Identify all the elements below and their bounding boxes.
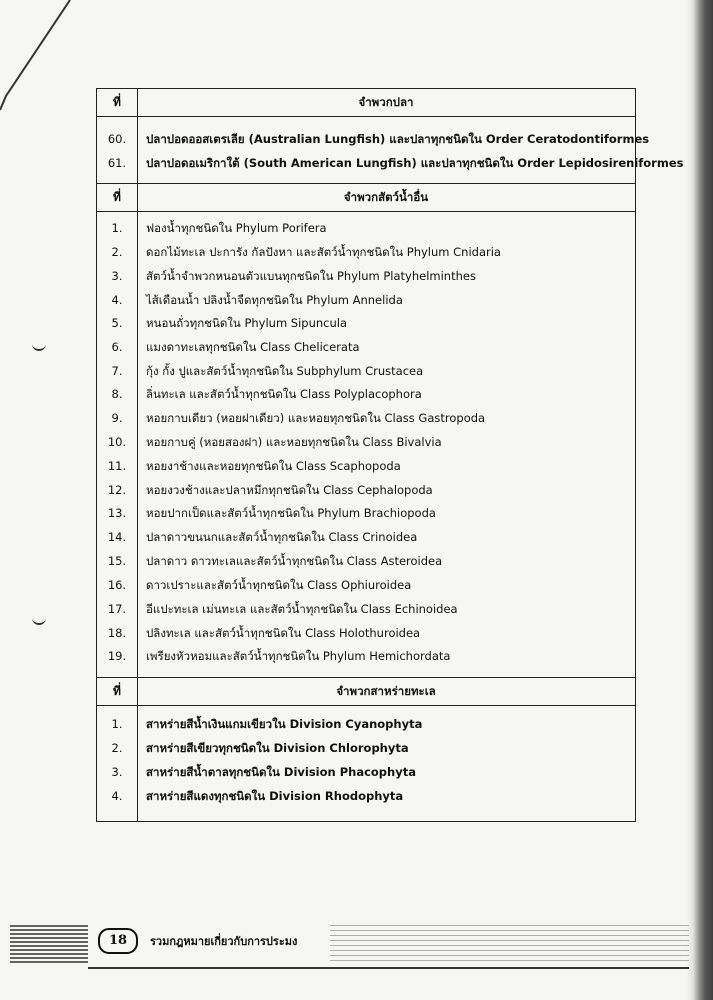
scan-corner-mark [0, 0, 90, 110]
table-row [97, 645, 635, 669]
row-number: 11. [107, 459, 127, 473]
footer-rule [88, 967, 689, 969]
table-row [97, 128, 650, 152]
footer-caption: รวมกฎหมายเกี่ยวกับการประมง [150, 935, 298, 948]
table-row [97, 526, 635, 550]
section-header-other-aquatic [97, 183, 635, 212]
table-row [97, 312, 635, 336]
row-text: สาหร่ายสีน้ำเงินแกมเขียวใน Division Cyanophyta [146, 717, 423, 731]
page-footer [0, 905, 713, 1000]
table-row [97, 598, 635, 622]
row-text: สาหร่ายสีแดงทุกชนิดใน Division Rhodophyta [146, 789, 404, 803]
row-text: สาหร่ายสีน้ำตาลทุกชนิดใน Division Phacophyta [146, 765, 416, 779]
row-text: หอยกาบเดียว (หอยฝาเดียว) และหอยทุกชนิดใน Class Gastropoda [146, 411, 486, 425]
row-text: ฟองน้ำทุกชนิดใน Phylum Porifera [146, 221, 327, 235]
row-number: 6. [111, 340, 123, 354]
row-text: เพรียงหัวหอมและสัตว์น้ำทุกชนิดใน Phylum Hemichordata [146, 649, 451, 663]
row-number: 14. [107, 530, 127, 544]
table-row [97, 289, 635, 313]
table-row [97, 241, 635, 265]
table-row [97, 785, 635, 809]
table-row [97, 217, 635, 241]
row-number: 9. [111, 411, 123, 425]
row-number: 5. [111, 316, 123, 330]
row-text: สัตว์น้ำจำพวกหนอนตัวแบนทุกชนิดใน Phylum Platyhelminthes [146, 269, 476, 283]
scan-noise-left [10, 925, 88, 965]
table-row [97, 265, 635, 289]
section-title: จำพวกปลา [358, 95, 414, 109]
page-number: 18 [98, 928, 138, 954]
table-row [97, 152, 684, 176]
header-no-label: ที่ [113, 684, 121, 698]
species-table [96, 88, 684, 822]
table-row [97, 479, 635, 503]
row-text: ดอกไม้ทะเล ปะการัง กัลปังหา และสัตว์น้ำทุกชนิดใน Phylum Cnidaria [146, 245, 501, 259]
row-text: ปลาดาว ดาวทะเลและสัตว์น้ำทุกชนิดใน Class Asteroidea [146, 554, 443, 568]
table-row [97, 336, 635, 360]
row-number: 15. [107, 554, 127, 568]
section-header-seaweed [97, 677, 635, 706]
section-title: จำพวกสาหร่ายทะเล [336, 684, 436, 698]
section-title: จำพวกสัตว์น้ำอื่น [343, 190, 429, 204]
row-text: หอยกาบคู่ (หอยสองฝา) และหอยทุกชนิดใน Class Bivalvia [146, 435, 442, 449]
row-text: ดาวเปราะและสัตว์น้ำทุกชนิดใน Class Ophiuroidea [146, 578, 412, 592]
row-text: ลิ่นทะเล และสัตว์น้ำทุกชนิดใน Class Polyplacophora [146, 387, 422, 401]
row-text: ไส้เดือนน้ำ ปลิงน้ำจืดทุกชนิดใน Phylum Annelida [146, 293, 403, 307]
row-number: 61. [107, 156, 127, 170]
row-text: หอยงวงช้างและปลาหมึกทุกชนิดใน Class Cephalopoda [146, 483, 433, 497]
row-text: แมงดาทะเลทุกชนิดใน Class Chelicerata [146, 340, 360, 354]
row-text: ปลิงทะเล และสัตว์น้ำทุกชนิดใน Class Holothuroidea [146, 626, 421, 640]
row-number: 16. [107, 578, 127, 592]
row-number: 2. [111, 245, 123, 259]
table-row [97, 502, 635, 526]
row-number: 18. [107, 626, 127, 640]
table-row [97, 622, 635, 646]
row-text: กุ้ง กั้ง ปูและสัตว์น้ำทุกชนิดใน Subphylum Crustacea [146, 364, 424, 378]
row-number: 3. [111, 269, 123, 283]
row-number: 7. [111, 364, 123, 378]
row-text: ปลาปอดออสเตรเลีย (Australian Lungfish) และปลาทุกชนิดใน Order Ceratodontiformes [146, 132, 650, 146]
table-row [97, 360, 635, 384]
row-number: 4. [111, 293, 123, 307]
row-text: ปลาปอดอเมริกาใต้ (South American Lungfish) และปลาทุกชนิดใน Order Lepidosireniformes [146, 156, 684, 170]
header-no-label: ที่ [113, 95, 121, 109]
section-header-fish [97, 89, 635, 117]
row-text: หอยปากเป็ดและสัตว์น้ำทุกชนิดใน Phylum Brachiopoda [146, 506, 436, 520]
row-number: 17. [107, 602, 127, 616]
table-row [97, 383, 635, 407]
row-number: 10. [107, 435, 127, 449]
scan-noise-right [330, 925, 689, 965]
table-row [97, 407, 635, 431]
row-number: 60. [107, 132, 127, 146]
row-text: อีแปะทะเล เม่นทะเล และสัตว์น้ำทุกชนิดใน Class Echinoidea [146, 602, 458, 616]
row-text: หอยงาช้างและหอยทุกชนิดใน Class Scaphopoda [146, 459, 401, 473]
table-row [97, 550, 635, 574]
row-number: 12. [107, 483, 127, 497]
scan-speck [32, 617, 46, 625]
table-row [97, 455, 635, 479]
table-row [97, 574, 635, 598]
row-number: 1. [111, 717, 123, 731]
row-number: 13. [107, 506, 127, 520]
row-number: 3. [111, 765, 123, 779]
row-number: 8. [111, 387, 123, 401]
table-row [97, 431, 635, 455]
row-text: สาหร่ายสีเขียวทุกชนิดใน Division Chlorophyta [146, 741, 409, 755]
row-number: 19. [107, 649, 127, 663]
table-row [97, 713, 635, 737]
scan-shadow-edge [687, 0, 713, 1000]
scan-speck [32, 343, 46, 351]
row-number: 2. [111, 741, 123, 755]
row-number: 4. [111, 789, 123, 803]
header-no-label: ที่ [113, 190, 121, 204]
row-text: ปลาดาวขนนกและสัตว์น้ำทุกชนิดใน Class Crinoidea [146, 530, 418, 544]
row-text: หนอนถั่วทุกชนิดใน Phylum Sipuncula [146, 316, 348, 330]
row-number: 1. [111, 221, 123, 235]
table-row [97, 737, 635, 761]
table-row [97, 761, 635, 785]
